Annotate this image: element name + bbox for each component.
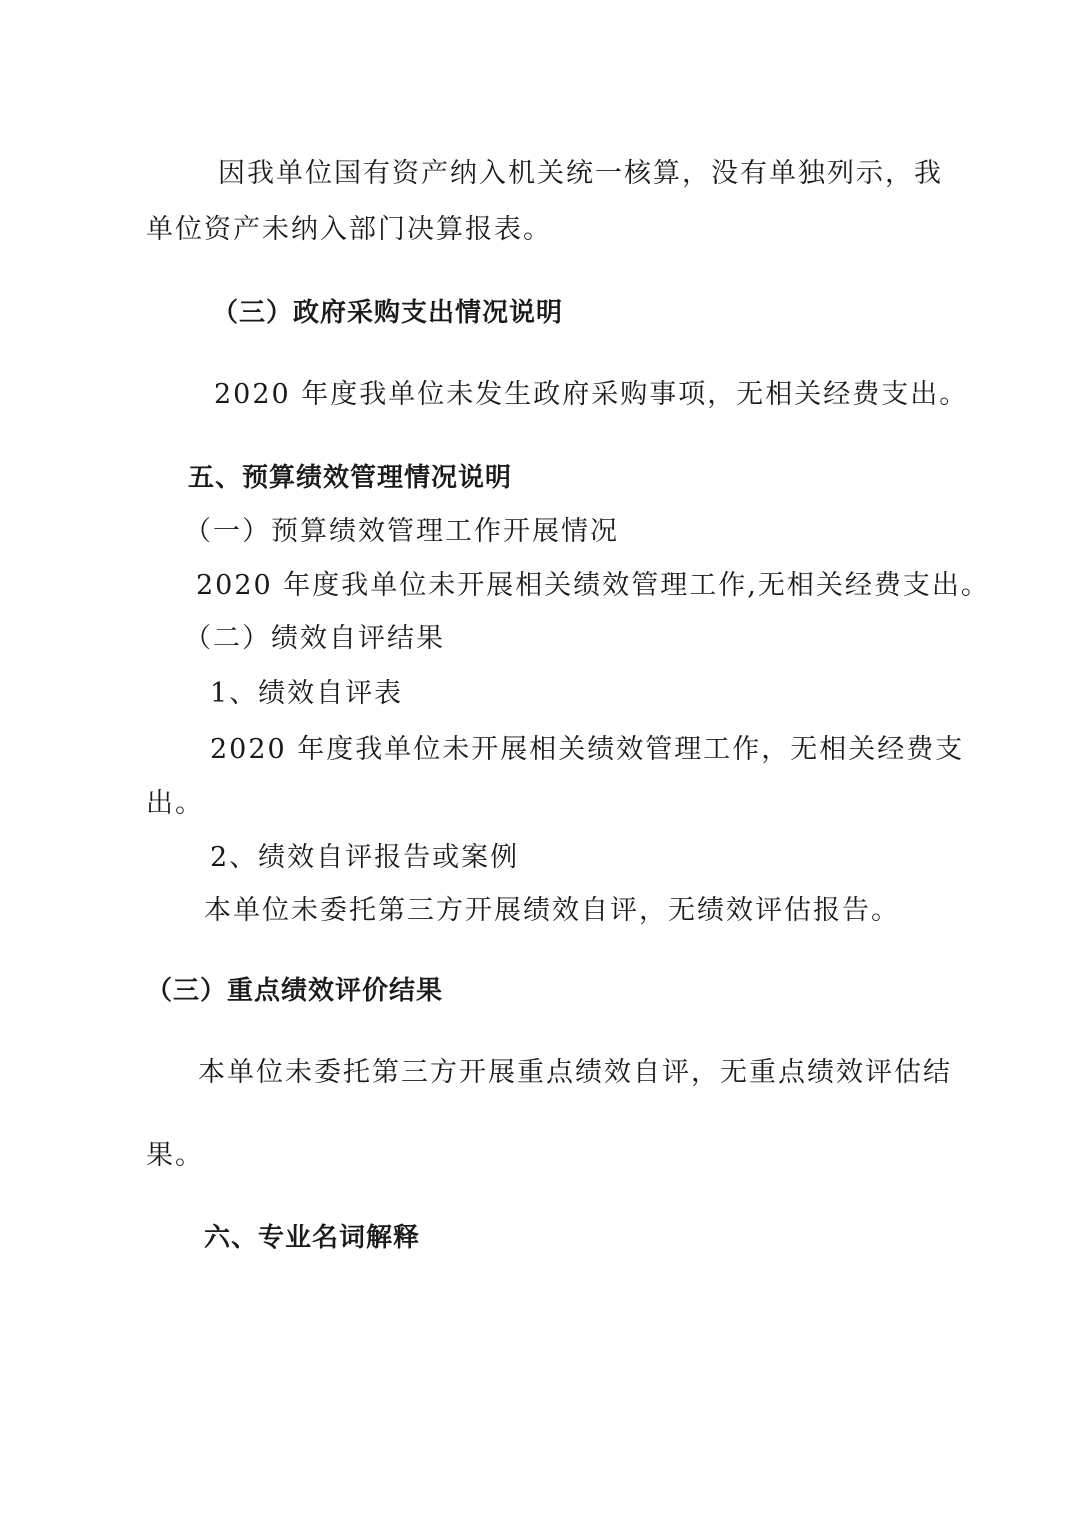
item-2-heading: 2、绩效自评报告或案例 xyxy=(210,842,520,873)
item-1-heading: 1、绩效自评表 xyxy=(210,678,404,709)
subheading-3: （三）重点绩效评价结果 xyxy=(146,976,444,1006)
subheading-1: （一）预算绩效管理工作开展情况 xyxy=(184,516,619,547)
heading-section-6: 六、专业名词解释 xyxy=(204,1223,421,1253)
subheading-3-text-line-2: 果。 xyxy=(146,1140,204,1171)
paragraph-procurement: 2020 年度我单位未发生政府采购事项，无相关经费支出。 xyxy=(214,379,969,410)
subheading-3-text-line-1: 本单位未委托第三方开展重点绩效自评，无重点绩效评估结 xyxy=(198,1057,952,1088)
item-2-text: 本单位未委托第三方开展绩效自评，无绩效评估报告。 xyxy=(204,895,900,926)
heading-government-procurement: （三）政府采购支出情况说明 xyxy=(212,298,564,328)
heading-section-5: 五、预算绩效管理情况说明 xyxy=(188,463,513,493)
item-1-text-line-1: 2020 年度我单位未开展相关绩效管理工作，无相关经费支 xyxy=(210,734,965,765)
subheading-2: （二）绩效自评结果 xyxy=(184,623,445,654)
paragraph-assets-line-2: 单位资产未纳入部门决算报表。 xyxy=(146,214,552,245)
paragraph-assets-line-1: 因我单位国有资产纳入机关统一核算，没有单独列示，我 xyxy=(218,158,943,189)
item-1-text-line-2: 出。 xyxy=(146,788,204,819)
subheading-1-text: 2020 年度我单位未开展相关绩效管理工作,无相关经费支出。 xyxy=(196,570,990,601)
